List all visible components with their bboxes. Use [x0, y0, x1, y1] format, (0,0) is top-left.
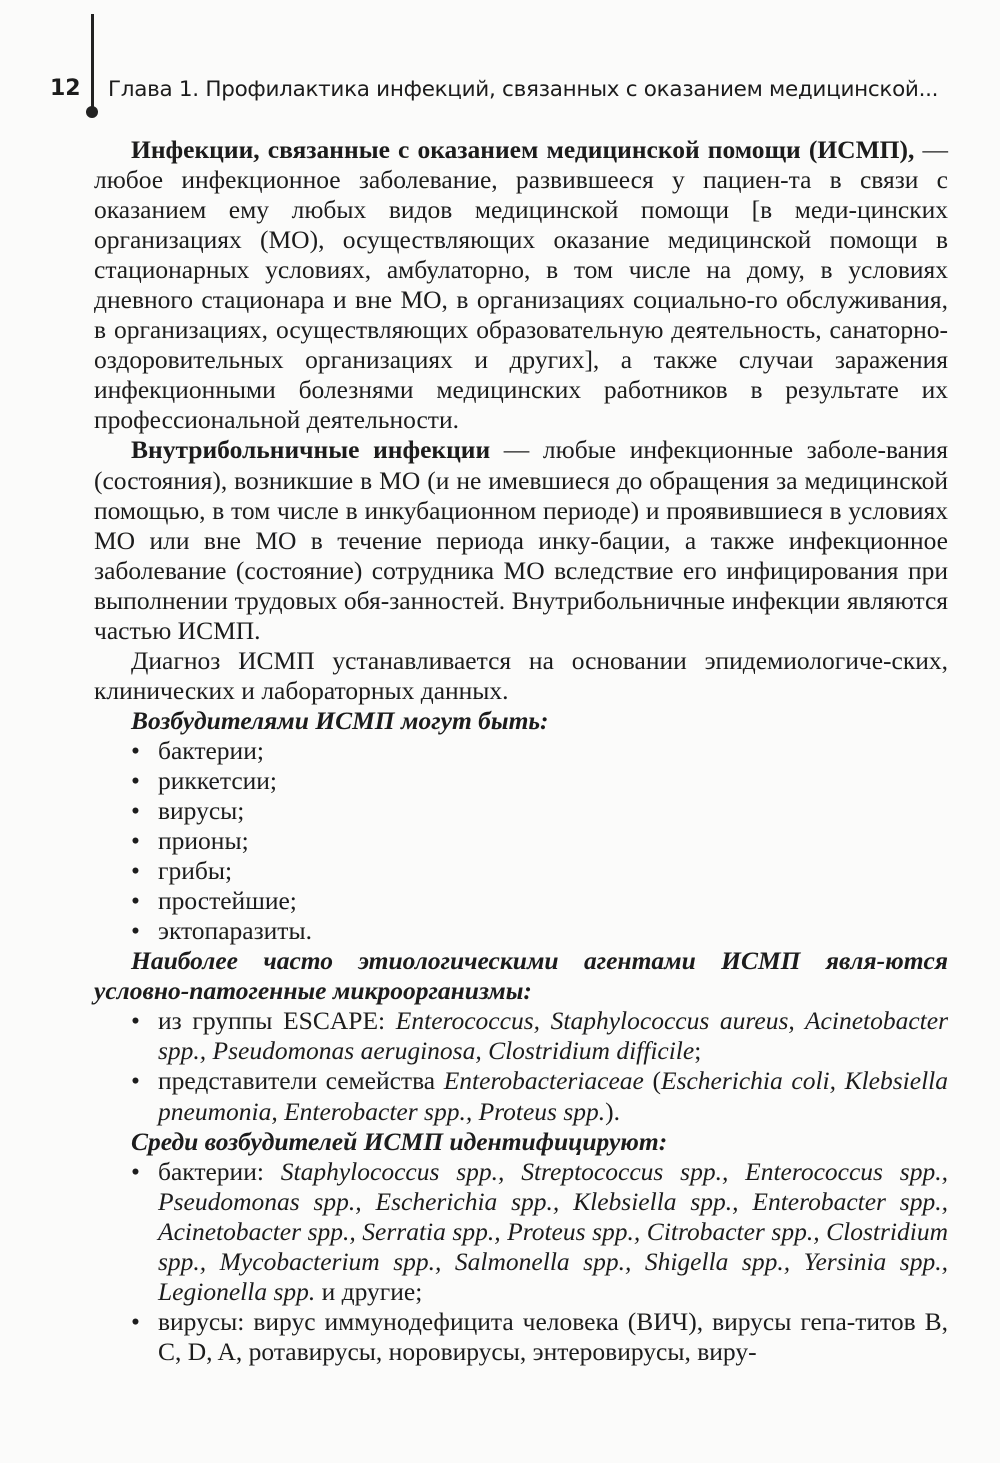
paragraph-hospital-infections [94, 435, 948, 645]
bullet-icon: • [131, 886, 140, 916]
bullet-icon: • [131, 1066, 140, 1096]
chapter-title: Глава 1. Профилактика инфекций, связанных с оказанием медицинской... [108, 77, 939, 102]
list-item: • риккетсии; [131, 765, 278, 795]
list-item: • прионы; [131, 826, 249, 856]
agents-list [94, 1006, 948, 1126]
paragraph-ismp-definition [94, 135, 948, 435]
family-name: Enterobacteriaceae [443, 1066, 644, 1096]
bullet-icon: • [131, 796, 140, 826]
bullet-icon: • [131, 735, 140, 765]
list-item: • из группы ESCAPE: Enterococcus, Staphylococcus aureus, Acinetobacter spp., Pseudomonas aeruginosa, Clostridium difficile; [131, 1006, 948, 1066]
term-ismp: Инфекции, связанные с оказанием медицинской помощи (ИСМП), [131, 135, 915, 164]
species-names: Escherichia coli, Klebsiella pneumonia, Enterobacter spp., Proteus spp. [158, 1066, 948, 1126]
margin-rule-dot [86, 106, 98, 118]
margin-rule [91, 14, 94, 115]
pathogen-list [94, 736, 948, 946]
bullet-icon: • [131, 1156, 140, 1186]
species-names: Staphylococcus spp., Streptococcus spp., Enterococcus spp., Pseudomonas spp., Escherichia spp., Klebsiella spp., Enterobacter spp., Acinetobacter spp., Serratia spp., Proteus spp., Citrobacter spp., Clostridium spp., Mycobacterium spp., Salmonella spp., Shigella spp., Yersinia spp., Legionella spp. [158, 1156, 948, 1306]
list-item: • грибы; [131, 856, 233, 886]
list-item: • вирусы: вирус иммунодефицита человека (ВИЧ), вирусы гепа-титов B, C, D, A, ротавирусы, норовирусы, энтеровирусы, виру- [131, 1306, 948, 1366]
identified-list [94, 1157, 948, 1367]
list-item: • представители семейства Enterobacteriaceae (Escherichia coli, Klebsiella pneumonia, Enterobacter spp., Proteus spp.). [131, 1066, 948, 1126]
definition-text: — любое инфекционное заболевание, развившееся у пациен-та в связи с оказанием ему любых видов медицинской помощи [в меди-цинских организациях (МО), осуществляющих оказание медицинской помощи в стационарных условиях, амбулаторно, в том числе на дому, в условиях дневного стационара и вне МО, в организациях социально-го обслуживания, в организациях, осуществляющих образовательную деятельность, санаторно-оздоровительных организациях и других], а также случаи заражения инфекционными болезнями медицинских работников в результате их профессиональной деятельности. [94, 135, 948, 435]
page-body [94, 135, 948, 1367]
bullet-icon: • [131, 1306, 140, 1336]
subheading-identified: Среди возбудителей ИСМП идентифицируют: [131, 1126, 668, 1156]
paragraph-diagnosis: Диагноз ИСМП устанавливается на основании эпидемиологиче-ских, клинических и лабораторных данных. [94, 645, 948, 705]
bullet-icon: • [131, 765, 140, 795]
subheading-etiological-agents: Наиболее часто этиологическими агентами ИСМП явля-ются условно-патогенные микроорганизмы: [94, 946, 948, 1006]
list-item: • простейшие; [131, 886, 297, 916]
bullet-icon: • [131, 916, 140, 946]
list-item: • бактерии: Staphylococcus spp., Streptococcus spp., Enterococcus spp., Pseudomonas spp., Escherichia spp., Klebsiella spp., Enterobacter spp., Acinetobacter spp., Serratia spp., Proteus spp., Citrobacter spp., Clostridium spp., Mycobacterium spp., Salmonella spp., Shigella spp., Yersinia spp., Legionella spp. и другие; [131, 1156, 948, 1306]
subheading-pathogens: Возбудителями ИСМП могут быть: [131, 705, 549, 735]
bullet-icon: • [131, 826, 140, 856]
list-item: • вирусы; [131, 796, 245, 826]
list-item: • бактерии; [131, 735, 264, 765]
species-names: Enterococcus, Staphylococcus aureus, Acinetobacter spp., Pseudomonas aeruginosa, Clostridium difficile [158, 1006, 948, 1066]
page-number: 12 [50, 76, 81, 101]
bullet-icon: • [131, 856, 140, 886]
list-item: • эктопаразиты. [131, 916, 312, 946]
bullet-icon: • [131, 1006, 140, 1036]
definition-text: — любые инфекционные заболе-вания (состояния), возникшие в МО (и не имевшиеся до обращения за медицинской помощью, в том числе в инкубационном периоде) и проявившиеся в условиях МО или вне МО в течение периода инку-бации, а также инфекционное заболевание (состояние) сотрудника МО вследствие его инфицирования при выполнении трудовых обя-занностей. Внутрибольничные инфекции являются частью ИСМП. [94, 435, 948, 645]
term-hospital-infections: Внутрибольничные инфекции [131, 435, 491, 465]
